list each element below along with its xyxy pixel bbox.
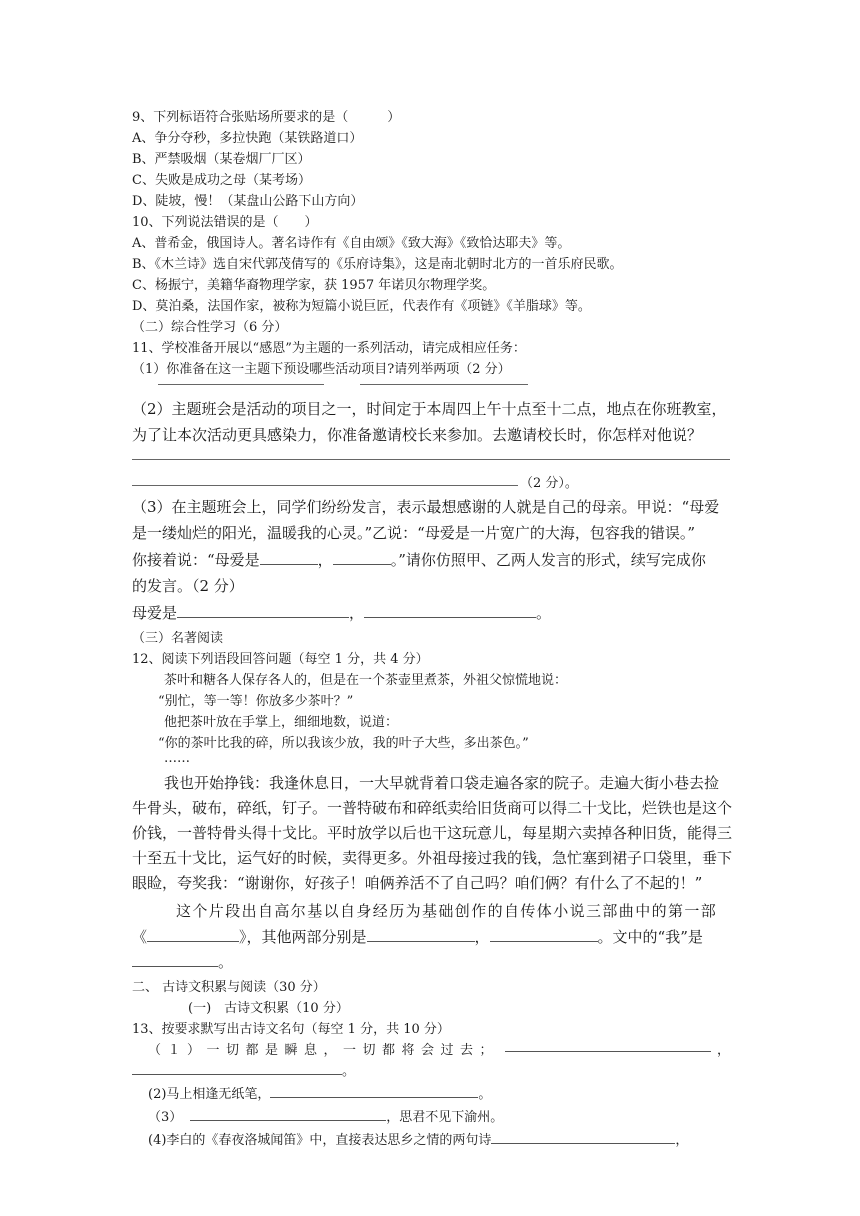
q13-item1-line2 bbox=[132, 1060, 355, 1079]
q13-item2 bbox=[148, 1083, 491, 1102]
q9-option-c: C、失败是成功之母（某考场） bbox=[132, 173, 311, 188]
q11-part3-line4: 的发言。（2 分） bbox=[132, 577, 244, 595]
q13-item1-end: 。 bbox=[342, 1064, 356, 1079]
q12-end: 。 bbox=[218, 953, 234, 971]
q10-option-c: C、杨振宁，美籍华裔物理学家，获 1957 年诺贝尔物理学奖。 bbox=[132, 278, 496, 293]
answer-blank bbox=[132, 1062, 342, 1075]
part-heading-ancient-poetry: 二、 古诗文积累与阅读（30 分） bbox=[132, 980, 326, 995]
q13-item3 bbox=[148, 1106, 503, 1125]
q12-question-line2 bbox=[132, 926, 703, 947]
passage-line: 牛骨头，破布，碎纸，钉子。一普特破布和碎纸卖给旧货商可以得二十戈比，烂铁也是这个 bbox=[132, 799, 733, 817]
answer-blank bbox=[491, 1131, 675, 1144]
q13-item3-tail: ，思君不见下渝州。 bbox=[386, 1110, 504, 1125]
q11-part1: （1）你准备在这一主题下预设哪些活动项目?请列举两项（2 分） bbox=[132, 362, 511, 377]
passage-line: 十至五十戈比，运气好的时候，卖得更多。外祖母接过我的钱，急忙塞到裙子口袋里，垂下 bbox=[132, 849, 733, 867]
answer-line bbox=[132, 459, 730, 460]
q11-answer-comma: ， bbox=[349, 604, 365, 622]
answer-blank bbox=[132, 954, 218, 967]
section-heading-classics: （三）名著阅读 bbox=[132, 631, 224, 646]
passage-line: 眼睑，夸奖我：“谢谢你，好孩子！咱俩养活不了自己吗？咱们俩？有什么了不起的！” bbox=[132, 874, 703, 892]
answer-line bbox=[132, 485, 518, 486]
q11-part3-line3a: 你接着说：“母爱是 bbox=[132, 551, 260, 569]
q11-stem: 11、学校准备开展以“感恩”为主题的一系列活动，请完成相应任务： bbox=[132, 341, 526, 356]
answer-blank bbox=[360, 384, 528, 385]
q11-part3-line3c: 。”请你仿照甲、乙两人发言的形式，续写完成你 bbox=[390, 551, 706, 569]
q13-item1-line1 bbox=[148, 1039, 730, 1058]
answer-blank bbox=[270, 1085, 478, 1098]
passage-line: 茶叶和糖各人保存各人的，但是在一个茶壶里煮茶，外祖父惊慌地说： bbox=[164, 673, 568, 688]
q13-item2-end: 。 bbox=[478, 1087, 492, 1102]
q10-option-b: B、《木兰诗》选自宋代郭茂倩写的《乐府诗集》，这是南北朝时北方的一首乐府民歌。 bbox=[132, 257, 623, 272]
answer-blank bbox=[490, 929, 598, 942]
passage-line: 价钱，一普特骨头得十戈比。平时放学以后也干这玩意儿，每星期六卖掉各种旧货，能得三 bbox=[132, 824, 733, 842]
answer-blank bbox=[364, 605, 536, 618]
q11-part2-score: （2 分）。 bbox=[520, 476, 578, 491]
section-heading-comprehensive: （二）综合性学习（6 分） bbox=[132, 320, 288, 335]
q11-part3-line1: （3）在主题班会上，同学们纷纷发言，表示最想感谢的人就是自己的母亲。甲说：“母爱 bbox=[132, 498, 720, 516]
q12-comma: ， bbox=[474, 928, 490, 946]
q12-question-line1: 这个片段出自高尔基以自身经历为基础创作的自传体小说三部曲中的第一部 bbox=[176, 902, 718, 920]
q11-part3-comma: ， bbox=[317, 551, 333, 569]
passage-line: 他把茶叶放在手掌上，细细地数，说道： bbox=[164, 715, 399, 730]
q11-part3-line3 bbox=[132, 549, 706, 570]
answer-blank bbox=[505, 1039, 711, 1052]
answer-blank bbox=[158, 384, 324, 385]
q10-option-d: D、莫泊桑，法国作家，被称为短篇小说巨匠，代表作有《项链》《羊脂球》等。 bbox=[132, 299, 591, 314]
q12-open-bracket: 《 bbox=[132, 928, 148, 946]
passage-line: “你的茶叶比我的碎，所以我该少放，我的叶子大些，多出茶色。” bbox=[158, 736, 529, 751]
passage-line: 我也开始挣钱：我逢休息日，一大早就背着口袋走遍各家的院子。走遍大街小巷去捡 bbox=[164, 774, 720, 792]
passage-line: “别忙，等一等！你放多少茶叶？” bbox=[158, 694, 354, 709]
q13-item4-text: (4)李白的《春夜洛城闻笛》中，直接表达思乡之情的两句诗 bbox=[148, 1133, 492, 1148]
q9-stem: 9、下列标语符合张贴场所要求的是（ ） bbox=[132, 110, 401, 125]
q13-stem: 13、按要求默写出古诗文名句（每空 1 分，共 10 分） bbox=[132, 1022, 450, 1037]
subsection-heading: (一) 古诗文积累（10 分） bbox=[188, 1001, 349, 1016]
q12-close-bracket: 》，其他两部分别是 bbox=[239, 928, 367, 946]
q12-question-line3 bbox=[132, 951, 233, 972]
q11-answer-prefix: 母爱是 bbox=[132, 604, 178, 622]
q13-item2-text: (2)马上相逢无纸笔， bbox=[148, 1087, 271, 1102]
q13-item1-row bbox=[148, 1039, 730, 1058]
answer-blank bbox=[260, 552, 318, 565]
q9-option-a: A、争分夺秒，多拉快跑（某铁路道口） bbox=[132, 131, 363, 146]
q9-option-d: D、陡坡，慢！（某盘山公路下山方向） bbox=[132, 194, 364, 209]
q11-answer-line bbox=[132, 602, 551, 623]
q12-stem: 12、阅读下列语段回答问题（每空 1 分，共 4 分） bbox=[132, 652, 429, 667]
q11-answer-period: 。 bbox=[536, 604, 552, 622]
answer-blank bbox=[367, 929, 475, 942]
answer-blank bbox=[190, 1108, 386, 1121]
q10-option-a: A、普希金，俄国诗人。著名诗作有《自由颂》《致大海》《致恰达耶夫》等。 bbox=[132, 236, 571, 251]
q13-item4 bbox=[148, 1129, 688, 1148]
answer-blank bbox=[333, 552, 391, 565]
q12-tail: 。文中的“我”是 bbox=[597, 928, 703, 946]
q13-item4-end: ， bbox=[675, 1133, 689, 1148]
q13-item1-comma: ， bbox=[716, 1043, 730, 1058]
q10-stem: 10、下列说法错误的是（ ） bbox=[132, 215, 318, 230]
q11-part2-line1: （2）主题班会是活动的项目之一，时间定于本周四上午十点至十二点，地点在你班教室， bbox=[132, 400, 727, 418]
answer-blank bbox=[147, 929, 239, 942]
q13-item1-text: （１）一切都是瞬息，一切都将会过去； bbox=[148, 1043, 500, 1058]
answer-blank bbox=[177, 605, 349, 618]
q11-part2-line2: 为了让本次活动更具感染力，你准备邀请校长来参加。去邀请校长时，你怎样对他说？ bbox=[132, 426, 703, 444]
q9-option-b: B、严禁吸烟（某卷烟厂厂区） bbox=[132, 152, 311, 167]
q13-item3-prefix: （3） bbox=[148, 1110, 183, 1125]
q11-part3-line2: 是一缕灿烂的阳光，温暖我的心灵。”乙说：“母爱是一片宽广的大海，包容我的错误。” bbox=[132, 524, 696, 542]
passage-ellipsis: …… bbox=[164, 751, 190, 766]
